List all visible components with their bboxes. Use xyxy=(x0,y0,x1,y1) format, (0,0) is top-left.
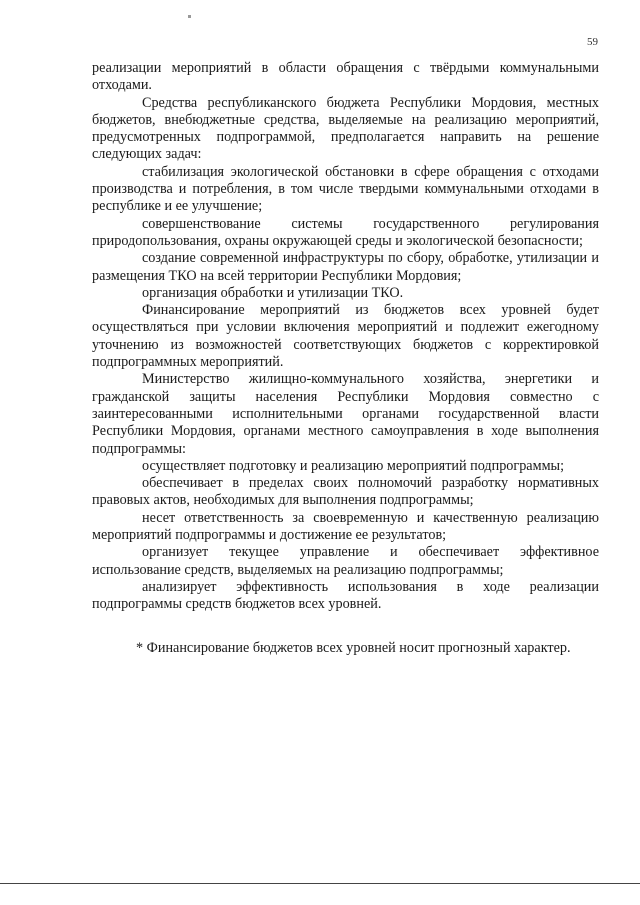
paragraph: организует текущее управление и обеспечивает эффективное использование средств, выделяемых на реализацию подпрограммы; xyxy=(92,544,599,578)
paragraph: совершенствование системы государственного регулирования природопользования, охраны окружающей среды и экологической безопасности; xyxy=(92,215,599,249)
paragraph: создание современной инфраструктуры по сбору, обработке, утилизации и размещения ТКО на всей территории Республики Мордовия; xyxy=(92,250,599,284)
scan-mark xyxy=(188,15,191,18)
paragraph: несет ответственность за своевременную и качественную реализацию мероприятий подпрограммы и достижение ее результатов; xyxy=(92,509,599,544)
paragraph: Финансирование мероприятий из бюджетов всех уровней будет осуществляться при условии включения мероприятий и подлежит ежегодному уточнению из возможностей соответствующих бюджетов с корректировкой подпрограммных мероприятий. xyxy=(92,302,599,371)
paragraph: организация обработки и утилизации ТКО. xyxy=(142,284,404,301)
paragraph: осуществляет подготовку и реализацию мероприятий подпрограммы; xyxy=(142,457,565,474)
paragraph: анализирует эффективность использования в ходе реализации подпрограммы средств бюджетов всех уровней. xyxy=(92,578,599,613)
paragraph: реализации мероприятий в области обращения с твёрдыми коммунальными отходами. xyxy=(92,60,599,94)
body-text xyxy=(92,60,599,657)
paragraph: Средства республиканского бюджета Республики Мордовия, местных бюджетов, внебюджетные средства, выделяемые на реализацию мероприятий, предусмотренных подпрограммой, предполагается направить на решение следующих задач: xyxy=(92,94,599,163)
paragraph: Министерство жилищно-коммунального хозяйства, энергетики и гражданской защиты населения Республики Мордовия совместно с заинтересованными исполнительными органами государственной власти Республики Мордовия, органами местного самоуправления в ходе выполнения подпрограммы: xyxy=(92,371,599,457)
paragraph: стабилизация экологической обстановки в сфере обращения с отходами производства и потребления, в том числе твердыми коммунальными отходами в республике и ее улучшение; xyxy=(92,163,599,215)
bottom-rule xyxy=(0,883,640,884)
paragraph: обеспечивает в пределах своих полномочий разработку нормативных правовых актов, необходимых для выполнения подпрограммы; xyxy=(92,475,599,509)
page-number: 59 xyxy=(587,36,598,48)
footnote: * Финансирование бюджетов всех уровней носит прогнозный характер. xyxy=(136,639,571,656)
